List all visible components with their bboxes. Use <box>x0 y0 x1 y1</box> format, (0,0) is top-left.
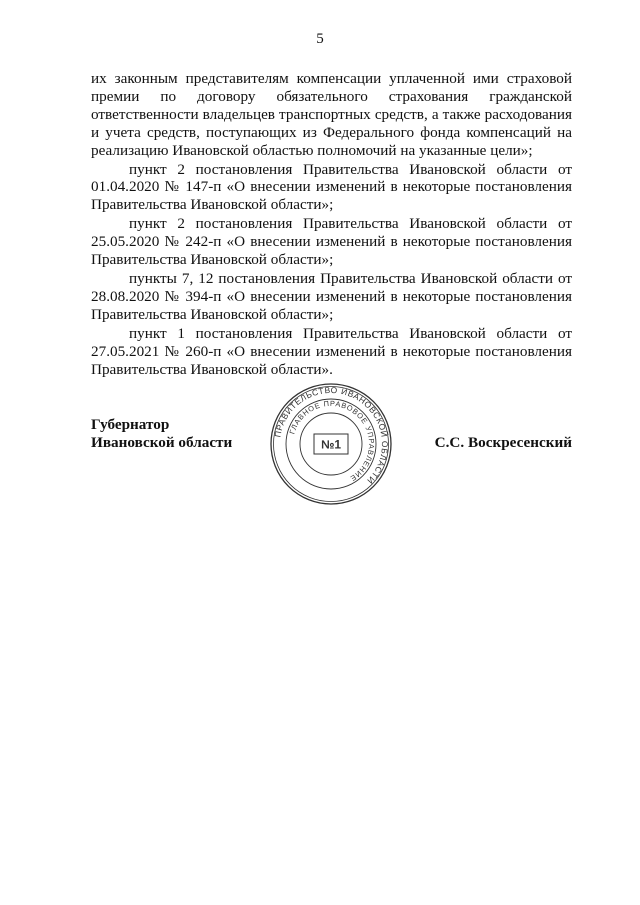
signatory-name: С.С. Воскресенский <box>434 434 572 451</box>
signatory-position <box>91 416 232 452</box>
paragraph-item: пункт 2 постановления Правительства Ивановской области от 25.05.2020 № 242-п «О внесении изменений в некоторые постановления Правительства Ивановской области»; <box>91 215 572 269</box>
paragraph-continuation: их законным представителям компенсации уплаченной ими страховой премии по договору обязательного страхования гражданской ответственности владельцев транспортных средств, а также расходования и учета средств, поступающих из Федерального фонда компенсаций на реализацию Ивановской областью полномочий на указанные цели»; <box>91 70 572 159</box>
page-number: 5 <box>316 31 324 47</box>
paragraph-item: пункты 7, 12 постановления Правительства Ивановской области от 28.08.2020 № 394-п «О внесении изменений в некоторые постановления Правительства Ивановской области»; <box>91 269 572 323</box>
signature-block <box>91 384 572 496</box>
official-seal <box>269 382 393 506</box>
seal-inner-text: ГЛАВНОЕ ПРАВОВОЕ УПРАВЛЕНИЕ <box>287 398 377 484</box>
document-body <box>91 70 572 378</box>
paragraph-item: пункт 2 постановления Правительства Ивановской области от 01.04.2020 № 147-п «О внесении изменений в некоторые постановления Правительства Ивановской области»; <box>91 160 572 214</box>
seal-number: №1 <box>320 437 342 452</box>
signatory-title: Губернатор <box>91 416 170 433</box>
signatory-region: Ивановской области <box>91 434 233 451</box>
seal-outer-text: ПРАВИТЕЛЬСТВО ИВАНОВСКОЙ ОБЛАСТИ <box>272 384 391 487</box>
paragraph-item: пункт 1 постановления Правительства Ивановской области от 27.05.2021 № 260-п «О внесении изменений в некоторые постановления Правительства Ивановской области». <box>91 324 572 378</box>
